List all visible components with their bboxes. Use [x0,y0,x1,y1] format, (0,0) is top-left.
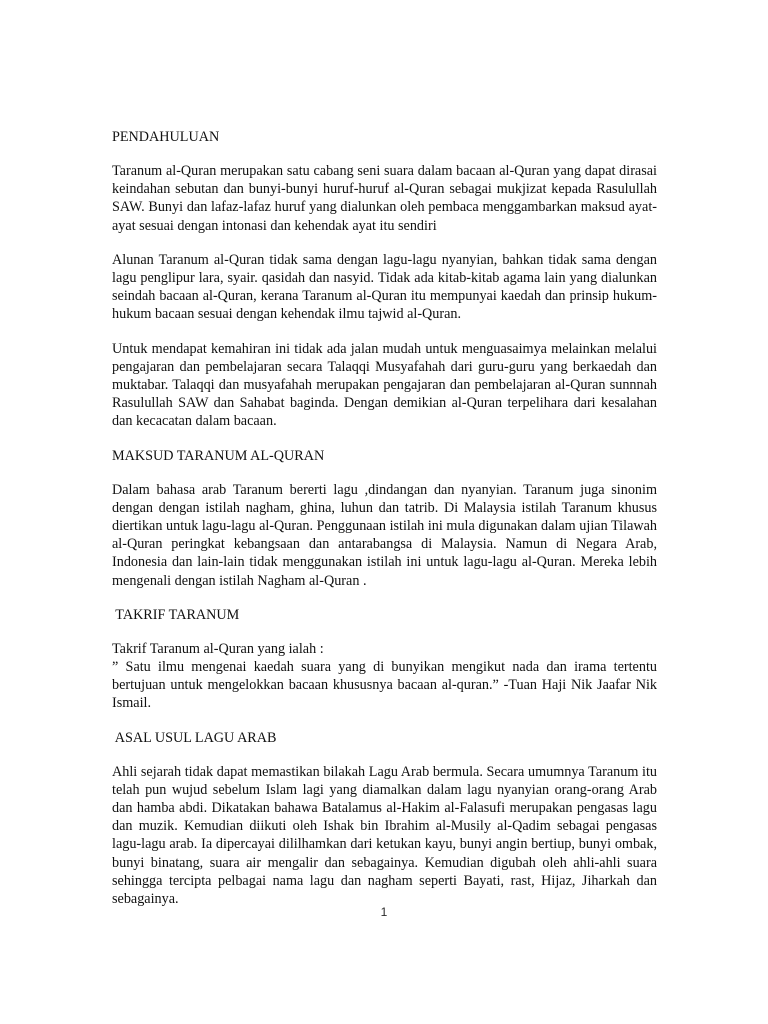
paragraph: Alunan Taranum al-Quran tidak sama dengan lagu-lagu nyanyian, bahkan tidak sama dengan lagu penglipur lara, syair. qasidah dan nasyid. Tidak ada kitab-kitab agama lain yang dialunkan seindah bacaan al-Quran, kerana Taranum al-Quran itu mempunyai kaedah dan prinsip hukum-hukum bacaan sesuai dengan kehendak ilmu tajwid al-Quran. [112,251,657,323]
paragraph: Ahli sejarah tidak dapat memastikan bilakah Lagu Arab bermula. Secara umumnya Taranum itu telah pun wujud sebelum Islam lagi yang diamalkan dalam lagu nyanyian orang-orang Arab dan hamba abdi. Dikatakan bahawa Batalamus al-Hakim al-Falasufi merupakan pengasas lagu dan muzik. Kemudian diikuti oleh Ishak bin Ibrahim al-Musily al-Qadim sebagai pengasas lagu-lagu arab. Ia dipercayai dililhamkan dari ketukan kayu, bunyi angin bertiup, bunyi ombak, bunyi binatang, suara air mengalir dan sebagainya. Kemudian digubah oleh ahli-ahli suara sehingga tercipta pelbagai nama lagu dan nagham seperti Bayati, rast, Hijaz, Jiharkah dan sebagainya. [112,763,657,908]
section-heading-maksud-taranum: MAKSUD TARANUM AL-QURAN [112,447,325,464]
page-number: 1 [380,905,388,919]
section-heading-pendahuluan: PENDAHULUAN [112,129,220,145]
paragraph: Untuk mendapat kemahiran ini tidak ada jalan mudah untuk menguasaimya melainkan melalui pengajaran dan pembelajaran secara Talaqqi Musyafahah dari guru-guru yang berkaedah dan muktabar. Talaqqi dan musyafahah merupakan pengajaran dan pembelajaran al-Quran sunnnah Rasulullah SAW dan Sahabat baginda. Dengan demikian al-Quran terpelihara dari kesalahan dan kecacatan dalam bacaan. [112,340,657,430]
paragraph: Dalam bahasa arab Taranum bererti lagu ,dindangan dan nyanyian. Taranum juga sinonim dengan dengan istilah nagham, ghina, luhun dan tatrib. Di Malaysia istilah Taranum khusus diertikan untuk lagu-lagu al-Quran. Penggunaan istilah ini mula digunakan dalam ujian Tilawah al-Quran peringkat kebangsaan dan antarabangsa di Malaysia. Namun di Negara Arab, Indonesia dan lain-lain tidak menggunakan istilah ini untuk lagu-lagu al-Quran. Mereka lebih mengenali dengan istilah Nagham al-Quran . [112,481,657,589]
paragraph: Takrif Taranum al-Quran yang ialah : [112,640,324,657]
section-heading-takrif-taranum: TAKRIF TARANUM [112,606,240,623]
paragraph: Taranum al-Quran merupakan satu cabang seni suara dalam bacaan al-Quran yang dapat dirasai keindahan sebutan dan bunyi-bunyi huruf-huruf al-Quran sebagai mukjizat kepada Rasulullah SAW. Bunyi dan lafaz-lafaz huruf yang dialunkan oleh pembaca menggambarkan maksud ayat-ayat sesuai dengan intonasi dan kehendak ayat itu sendiri [112,163,657,234]
quote-paragraph: ” Satu ilmu mengenai kaedah suara yang di bunyikan mengikut nada dan irama tertentu bertujuan untuk mengelokkan bacaan khususnya bacaan al-quran.” -Tuan Haji Nik Jaafar Nik Ismail. [112,659,657,712]
section-heading-asal-usul: ASAL USUL LAGU ARAB [112,729,277,746]
document-body [112,128,657,908]
